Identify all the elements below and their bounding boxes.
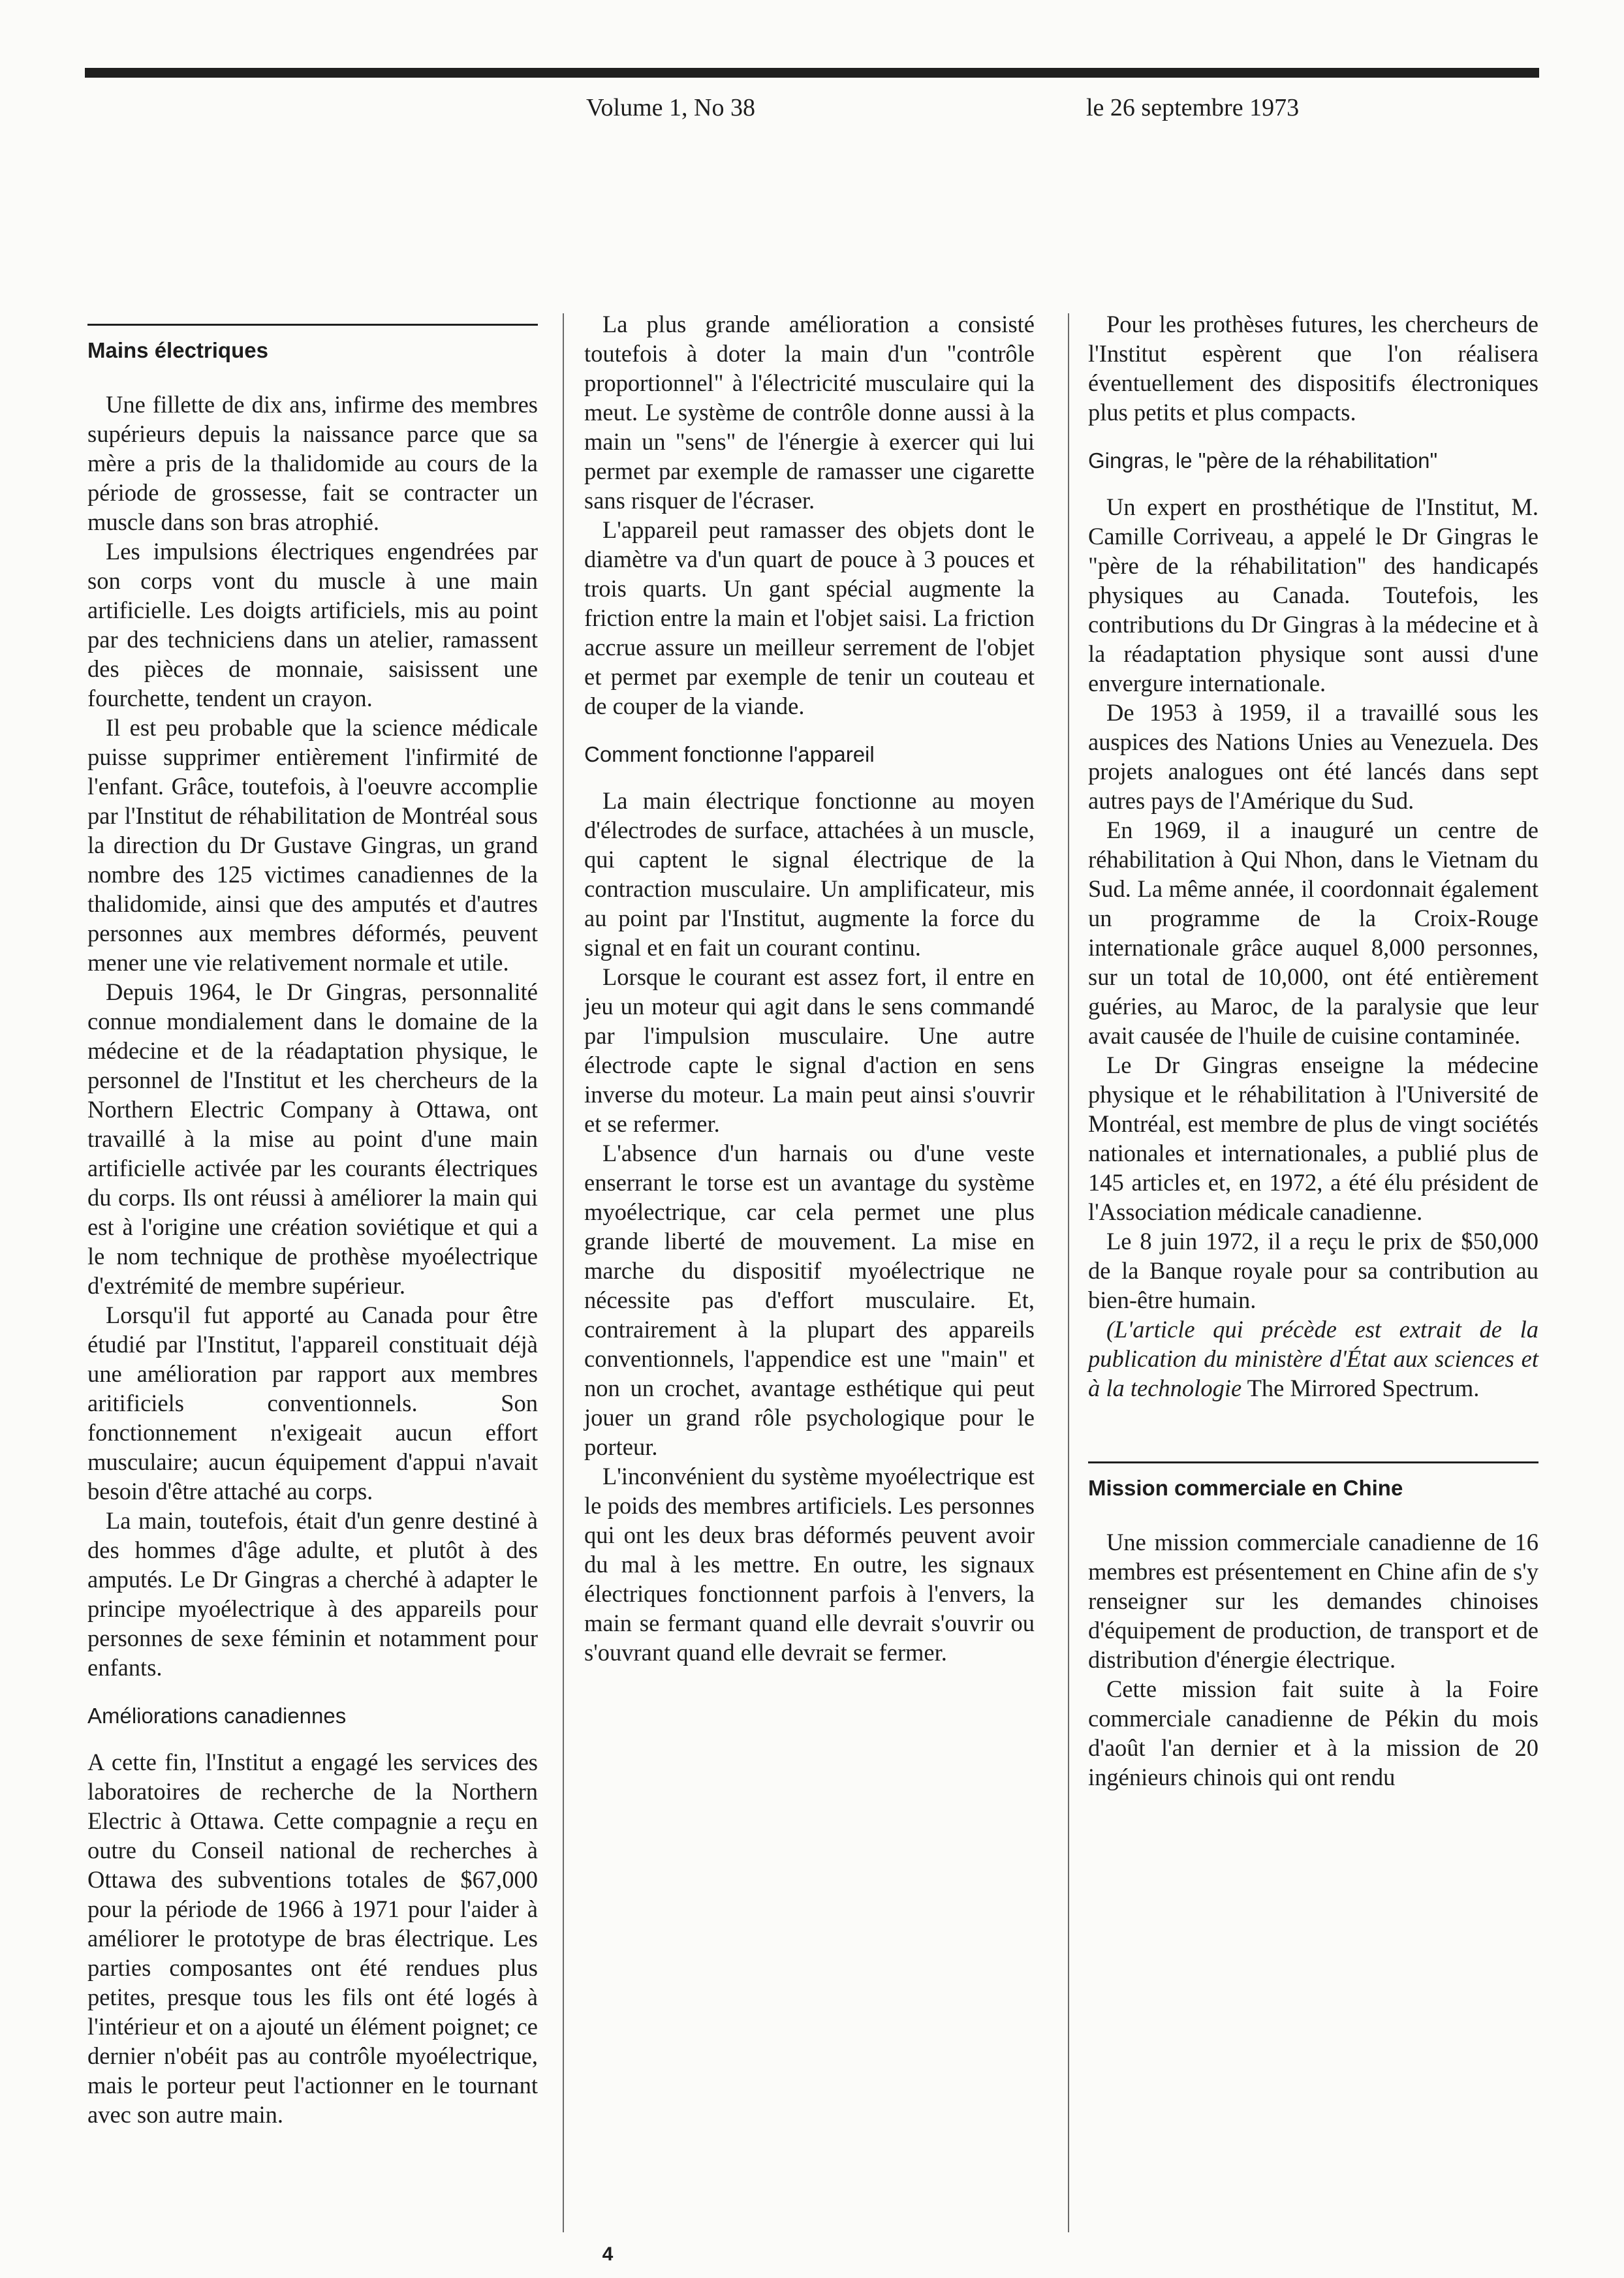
page-number: 4 <box>602 2243 614 2265</box>
paragraph: Un expert en prosthétique de l'Institut, M. Camille Corriveau, a appelé le Dr Gingras le "père de la réhabilitation" des handicapés physiques au Canada. Toutefois, les contributions du Dr Gingras à la médecine et à la réadaptation physique sont aussi d'une envergure internationale. <box>1088 493 1538 696</box>
paragraph: L'inconvénient du système myoélectrique est le poids des membres artificiels. Les personnes qui ont les deux bras déformés peuvent avoir du mal à les mettre. En outre, les signaux électriques fonctionnent parfois à l'envers, la main se fermant quand elle devrait s'ouvrir ou s'ouvrant quand elle devrait se fermer. <box>584 1463 1035 1666</box>
source-note <box>1088 1315 1538 1403</box>
paragraph: Une mission commerciale canadienne de 16 membres est présentement en Chine afin de s'y renseigner sur les demandes chinoises d'équipement de production, de transport et de distribution d'énergie électrique. <box>1088 1529 1538 1673</box>
subheading: Améliorations canadiennes <box>87 1704 347 1728</box>
paragraph: Les impulsions électriques engendrées par son corps vont du muscle à une main artificielle. Les doigts artificiels, mis au point par des techniciens dans un atelier, ramassent des pièces de monnaie, saisissent une fourchette, tendent un crayon. <box>87 538 538 711</box>
column-1 <box>87 307 538 2129</box>
paragraph: Depuis 1964, le Dr Gingras, personnalité connue mondialement dans le domaine de la médecine et de la réadaptation physique, le personnel de l'Institut et les chercheurs de la Northern Electric Company à Ottawa, ont travaillé à la mise au point d'une main artificielle activée par les courants électriques du corps. Ils ont réussi à améliorer la main qui est à l'origine une création soviétique et qui a le nom technique de prothèse myoélectrique d'extrémité de membre supérieur. <box>87 978 538 1299</box>
article-title: Mains électriques <box>87 338 268 362</box>
paragraph: A cette fin, l'Institut a engagé les services des laboratoires de recherche de la Northern Electric à Ottawa. Cette compagnie a reçu en outre du Conseil national de recherches à Ottawa des subventions totales de $67,000 pour la période de 1966 à 1971 pour l'aider à améliorer le prototype de bras électrique. Les parties composantes ont été rendues plus petites, presque tous les fils ont été logés à l'intérieur et on a ajouté un élément poignet; ce dernier n'obéit pas au contrôle myoélectrique, mais le porteur peut l'actionner en le tournant avec son autre main. <box>87 1749 538 2128</box>
subheading: Comment fonctionne l'appareil <box>584 742 875 766</box>
paragraph: Le Dr Gingras enseigne la médecine physique et le réhabilitation à l'Université de Montréal, est membre de plus de vingt sociétés nationales et internationales, a publié plus de 145 articles et, en 1972, a été élu président de l'Association médicale canadienne. <box>1088 1052 1538 1225</box>
paragraph: Il est peu probable que la science médicale puisse supprimer entièrement l'infirmité de l'enfant. Grâce, toutefois, à l'oeuvre accomplie par l'Institut de réhabilitation de Montréal sous la direction du Dr Gustave Gingras, un grand nombre des 125 victimes canadiennes de la thalidomide, ainsi que des amputés et d'autres personnes aux membres déformés, peuvent mener une vie relativement normale et utile. <box>87 714 538 976</box>
paragraph: L'appareil peut ramasser des objets dont le diamètre va d'un quart de pouce à 3 pouces et trois quarts. Un gant spécial augmente la friction entre la main et l'objet saisi. La friction accrue assure un meilleur serrement de l'objet et permet par exemple de tenir un couteau et de couper de la viande. <box>584 516 1035 719</box>
paragraph: La main électrique fonctionne au moyen d'électrodes de surface, attachées à un muscle, qui captent le signal électrique de la contraction musculaire. Un amplificateur, mis au point par l'Institut, augmente la force du signal et en fait un courant continu. <box>584 787 1035 961</box>
paragraph: En 1969, il a inauguré un centre de réhabilitation à Qui Nhon, dans le Vietnam du Sud. La même année, il coordonnait également un programme de la Croix-Rouge internationale grâce auquel 8,000 personnes, sur un total de 10,000, ont été entièrement guéries, au Maroc, de la paralysie que leur avait causée de l'huile de cuisine contaminée. <box>1088 817 1538 1049</box>
paragraph: L'absence d'un harnais ou d'une veste enserrant le torse est un avantage du système myoélectrique, car cela permet une plus grande liberté de mouvement. La mise en marche du dispositif myoélectrique ne nécessite pas d'effort musculaire. Et, contrairement à la plupart des appareils conventionnels, l'appendice est une "main" et non un crochet, avantage esthétique qui peut jouer un grand rôle psychologique pour le porteur. <box>584 1140 1035 1460</box>
paragraph: Pour les prothèses futures, les chercheurs de l'Institut espèrent que l'on réalisera éventuellement des dispositifs électroniques plus petits et plus compacts. <box>1088 311 1538 426</box>
column-3 <box>1088 309 1538 1792</box>
source-note-title: The Mirrored Spectrum. <box>1241 1375 1480 1401</box>
paragraph: De 1953 à 1959, il a travaillé sous les auspices des Nations Unies au Venezuela. Des projets analogues ont été lancés dans sept autres pays de l'Amérique du Sud. <box>1088 699 1538 814</box>
issue-date: le 26 septembre 1973 <box>1086 94 1300 121</box>
column-divider <box>563 313 564 2232</box>
top-rule <box>85 68 1539 78</box>
paragraph: Cette mission fait suite à la Foire commerciale canadienne de Pékin du mois d'août l'an dernier et à la mission de 20 ingénieurs chinois qui ont rendu <box>1088 1676 1538 1790</box>
paragraph: Le 8 juin 1972, il a reçu le prix de $50,000 de la Banque royale pour sa contribution au bien-être humain. <box>1088 1228 1538 1313</box>
source-note-italic: (L'article qui précède est extrait de la publication du ministère d'État aux sciences et à la technologie <box>1088 1316 1538 1401</box>
subheading: Gingras, le "père de la réhabilitation" <box>1088 448 1438 473</box>
section-rule <box>1088 1461 1538 1463</box>
paragraph: Lorsqu'il fut apporté au Canada pour être étudié par l'Institut, l'appareil constituait déjà une amélioration par rapport aux membres aritificiels conventionnels. Son fonctionnement n'exigeait aucun effort musculaire; aucun équipement d'appui n'avait besoin d'être attaché au corps. <box>87 1302 538 1505</box>
paragraph: Une fillette de dix ans, infirme des membres supérieurs depuis la naissance parce que sa mère a pris de la thalidomide au cours de la période de grossesse, fait se contracter un muscle dans son bras atrophié. <box>87 391 538 535</box>
paragraph: La main, toutefois, était d'un genre destiné à des hommes d'âge adulte, et plutôt à des amputés. Le Dr Gingras a cherché à adapter le principe myoélectrique à des appareils pour personnes de sexe féminin et notamment pour enfants. <box>87 1507 538 1681</box>
article-title: Mission commerciale en Chine <box>1088 1476 1403 1500</box>
column-2 <box>584 309 1035 1667</box>
paragraph: Lorsque le courant est assez fort, il entre en jeu un moteur qui agit dans le sens commandé par l'impulsion musculaire. Une autre électrode capte le signal d'action en sens inverse du moteur. La main peut ainsi s'ouvrir et se refermer. <box>584 963 1035 1137</box>
column-divider <box>1068 313 1069 2232</box>
section-rule <box>87 324 538 326</box>
paragraph: La plus grande amélioration a consisté toutefois à doter la main d'un "contrôle proportionnel" à l'électricité musculaire qui la meut. Le système de contrôle donne aussi à la main un "sens" de l'énergie à exercer qui lui permet par exemple de ramasser une cigarette sans risquer de l'écraser. <box>584 311 1035 514</box>
volume-number: Volume 1, No 38 <box>586 94 755 121</box>
